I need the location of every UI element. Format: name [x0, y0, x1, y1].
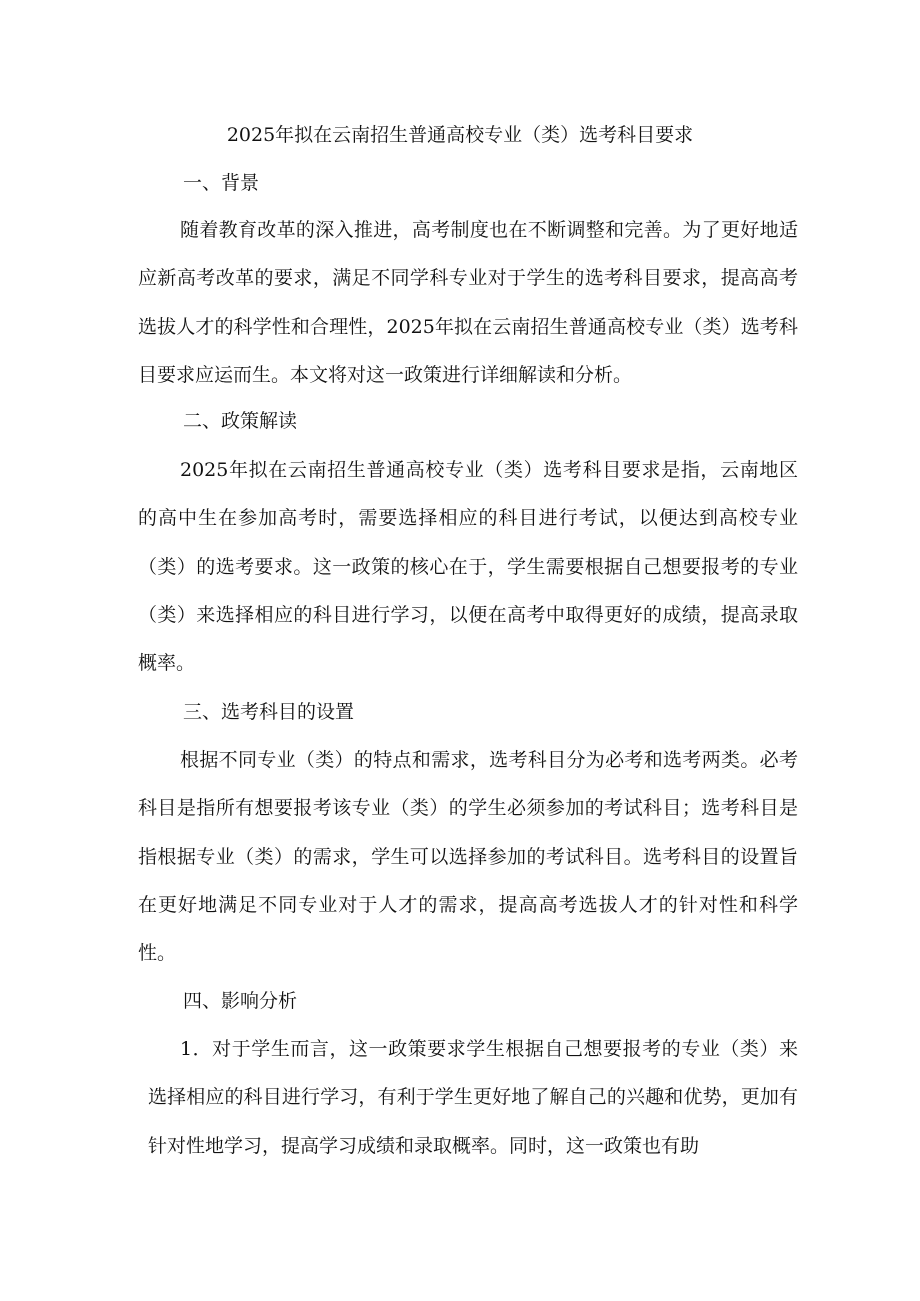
section-heading-policy: 二、政策解读: [183, 410, 298, 432]
section-paragraph-impact: 1．对于学生而言，这一政策要求学生根据自己想要报考的专业（类）来选择相应的科目进行学习，有利于学生更好地了解自己的兴趣和优势，更加有针对性地学习，提高学习成绩和录取概率。同时，这一政策也有助: [148, 1038, 798, 1157]
section-paragraph-background: 随着教育改革的深入推进，高考制度也在不断调整和完善。为了更好地适应新高考改革的要求，满足不同学科专业对于学生的选考科目要求，提高高考选拔人才的科学性和合理性，2025年拟在云南招生普通高校专业（类）选考科目要求应运而生。本文将对这一政策进行详细解读和分析。: [138, 219, 798, 386]
section-heading-impact: 四、影响分析: [183, 990, 298, 1012]
document-title: 2025年拟在云南招生普通高校专业（类）选考科目要求: [226, 124, 694, 146]
section-paragraph-policy: 2025年拟在云南招生普通高校专业（类）选考科目要求是指，云南地区的高中生在参加高考时，需要选择相应的科目进行考试，以便达到高校专业（类）的选考要求。这一政策的核心在于，学生需要根据自己想要报考的专业（类）来选择相应的科目进行学习，以便在高考中取得更好的成绩，提高录取概率。: [138, 459, 798, 675]
section-heading-background: 一、背景: [183, 172, 260, 194]
section-heading-subjects: 三、选考科目的设置: [183, 701, 355, 723]
section-paragraph-subjects: 根据不同专业（类）的特点和需求，选考科目分为必考和选考两类。必考科目是指所有想要报考该专业（类）的学生必须参加的考试科目；选考科目是指根据专业（类）的需求，学生可以选择参加的考试科目。选考科目的设置旨在更好地满足不同专业对于人才的需求，提高高考选拔人才的针对性和科学性。: [138, 749, 798, 965]
